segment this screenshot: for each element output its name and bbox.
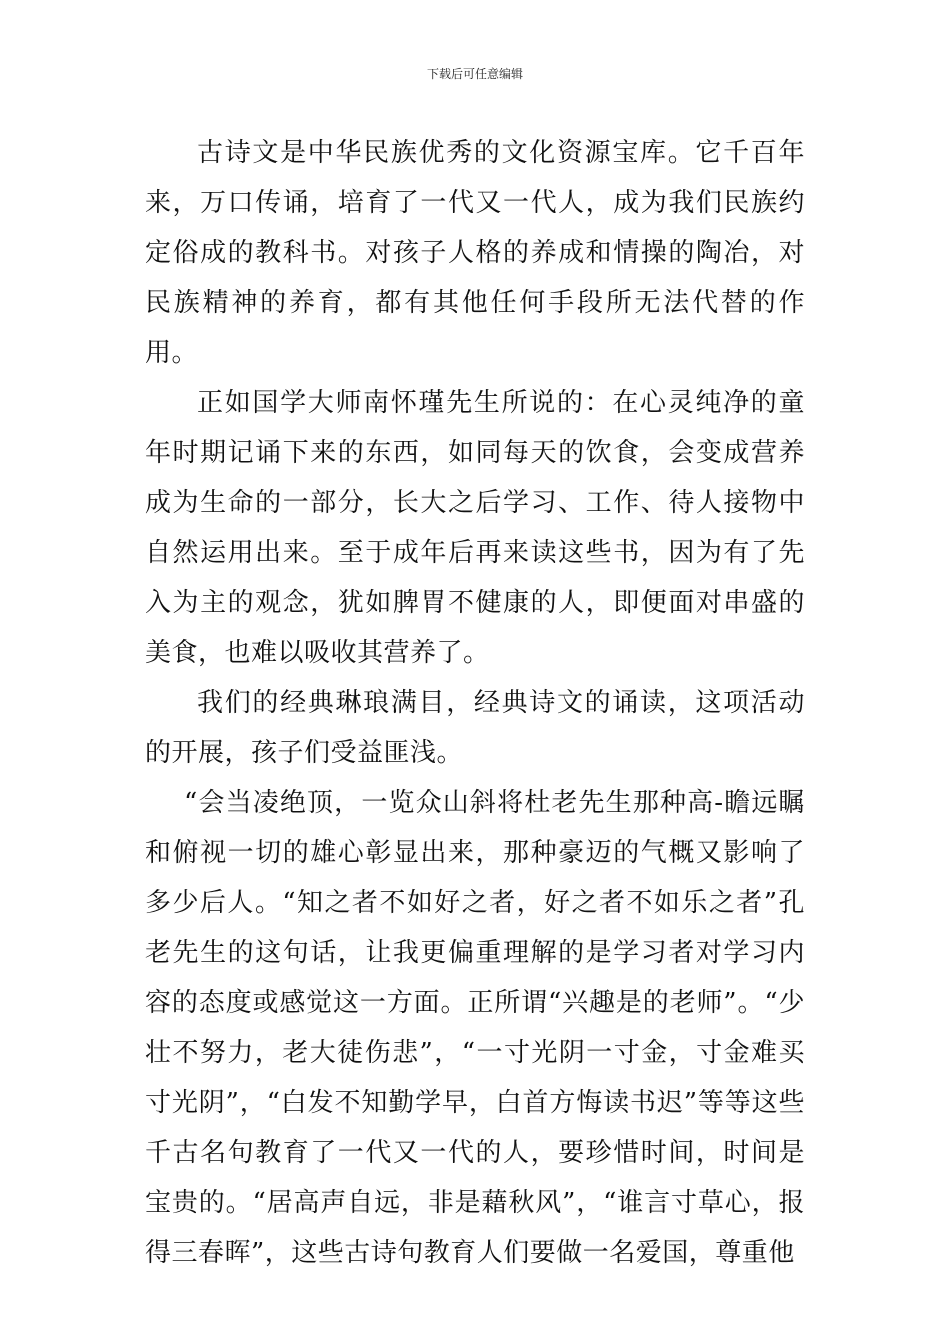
paragraph-1: 古诗文是中华民族优秀的文化资源宝库。它千百年来，万口传诵，培育了一代又一代人，成为我们民族约定俗成的教科书。对孩子人格的养成和情操的陶冶，对民族精神的养育，都有其他任何手段所无法代替的作用。 <box>145 138 805 368</box>
paragraph-4: “会当凌绝顶，一览众山斜将杜老先生那种高-瞻远瞩和俯视一切的雄心彰显出来，那种豪迈的气概又影响了多少后人。“知之者不如好之者，好之者不如乐之者”孔老先生的这句话，让我更偏重理解的是学习者对学习内容的态度或感觉这一方面。正所谓“兴趣是的老师”。“少壮不努力，老大徒伤悲”，“一寸光阴一寸金，寸金难买寸光阴”，“白发不知勤学早，白首方悔读书迟”等等这些千古名句教育了一代又一代的人，要珍惜时间，时间是宝贵的。“居高声自远，非是藉秋风”，“谁言寸草心，报得三春晖”，这些古诗句教育人们要做一名爱国，尊重他 <box>145 788 805 1268</box>
page-header: 下载后可任意编辑 <box>426 67 523 81</box>
document-body <box>145 128 805 1278</box>
paragraph-2: 正如国学大师南怀瑾先生所说的：在心灵纯净的童年时期记诵下来的东西，如同每天的饮食，会变成营养成为生命的一部分，长大之后学习、工作、待人接物中自然运用出来。至于成年后再来读这些书，因为有了先入为主的观念，犹如脾胃不健康的人，即便面对串盛的美食，也难以吸收其营养了。 <box>145 388 805 668</box>
paragraph-3: 我们的经典琳琅满目，经典诗文的诵读，这项活动的开展，孩子们受益匪浅。 <box>145 688 805 768</box>
